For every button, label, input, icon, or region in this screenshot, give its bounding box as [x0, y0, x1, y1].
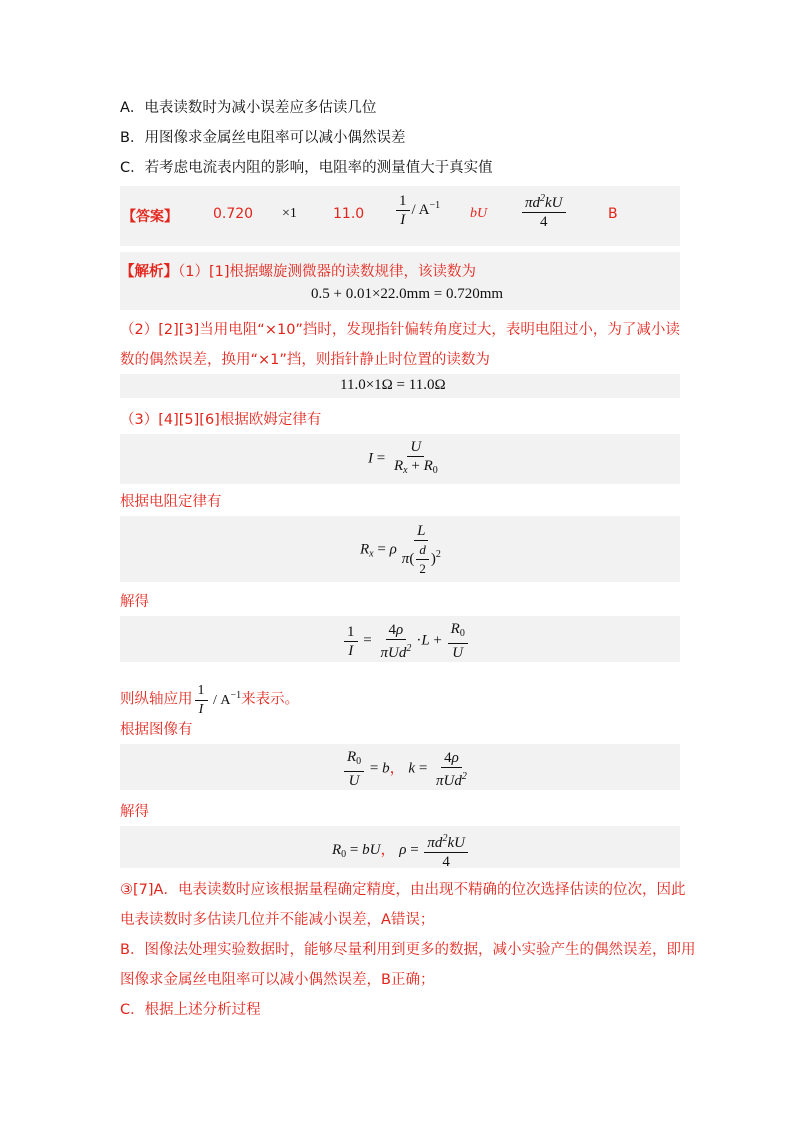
answer-value-4: $\frac{1}{I}$ / $A^{-1}$ — [394, 192, 440, 229]
equation-solved-2: $R_0$ = bU， ρ = $\frac{\pi d^2kU}{4}$ — [332, 830, 470, 871]
analysis-p5: 解得 — [120, 594, 149, 610]
analysis-p10-line2: 图像求金属丝电阻率可以减小偶然误差，B正确； — [120, 972, 435, 988]
equation-micrometer: 0.5 + 0.01×22.0mm = 0.720mm — [311, 286, 504, 302]
analysis-p6: 则纵轴应用 $\frac{1}{I}$ / $A^{-1}$来表示。 — [120, 683, 300, 717]
equation-ohmmeter: 11.0×1Ω = 11.0Ω — [340, 377, 446, 393]
equation-ohms-law: I = $\frac{U}{R_x + R_0}$ — [368, 439, 438, 476]
analysis-p7: 根据图像有 — [120, 722, 193, 738]
option-c: C．若考虑电流表内阻的影响，电阻率的测量值大于真实值 — [120, 160, 493, 176]
analysis-p1: 【解析】（1）[1]根据螺旋测微器的读数规律，该读数为 — [120, 264, 477, 280]
answer-value-6: $\frac{\pi d^2kU}{4}$ — [520, 190, 568, 231]
equation-resistivity: $R_x = \rho$ L π( $\frac{d}{2}$ )$^2$ — [360, 523, 441, 576]
answer-tag: 【答案】 — [122, 209, 178, 225]
answer-value-3: 11.0 — [333, 206, 365, 222]
analysis-p10-line1: B．图像法处理实验数据时，能够尽量利用到更多的数据，减小实验产生的偶然误差，即用 — [120, 942, 696, 958]
analysis-p9-line2: 电表读数时多估读几位并不能减小误差，A错误； — [120, 912, 435, 928]
answer-value-2: ×1 — [282, 206, 297, 221]
option-a: A．电表读数时为减小误差应多估读几位 — [120, 100, 377, 116]
equation-graph: $\frac{R_0}{U}$ = b， k = $\frac{4\rho}{\pi Ud^2}$ — [342, 748, 472, 790]
analysis-p2-line1: （2）[2][3]当用电阻“×10”挡时，发现指针偏转角度过大，表明电阻过小，为了减小读 — [120, 322, 680, 338]
analysis-p4: 根据电阻定律有 — [120, 494, 222, 510]
analysis-p2-line2: 数的偶然误差，换用“×1”挡，则指针静止时位置的读数为 — [120, 352, 490, 368]
analysis-p3: （3）[4][5][6]根据欧姆定律有 — [120, 412, 322, 428]
analysis-p11: C．根据上述分析过程 — [120, 1002, 261, 1018]
analysis-p8: 解得 — [120, 804, 149, 820]
analysis-p9-line1: ③[7]A．电表读数时应该根据量程确定精度，由出现不精确的位次选择估读的位次，因此 — [120, 882, 686, 898]
equation-solved-1: $\frac{1}{I}$ = $\frac{4\rho}{\pi Ud^2}$ ·L + $\frac{R_0}{U}$ — [342, 620, 470, 662]
answer-value-7: B — [608, 206, 618, 222]
option-b: B．用图像求金属丝电阻率可以减小偶然误差 — [120, 130, 406, 146]
answer-value-5: bU — [470, 206, 488, 221]
answer-value-1: 0.720 — [213, 206, 254, 222]
